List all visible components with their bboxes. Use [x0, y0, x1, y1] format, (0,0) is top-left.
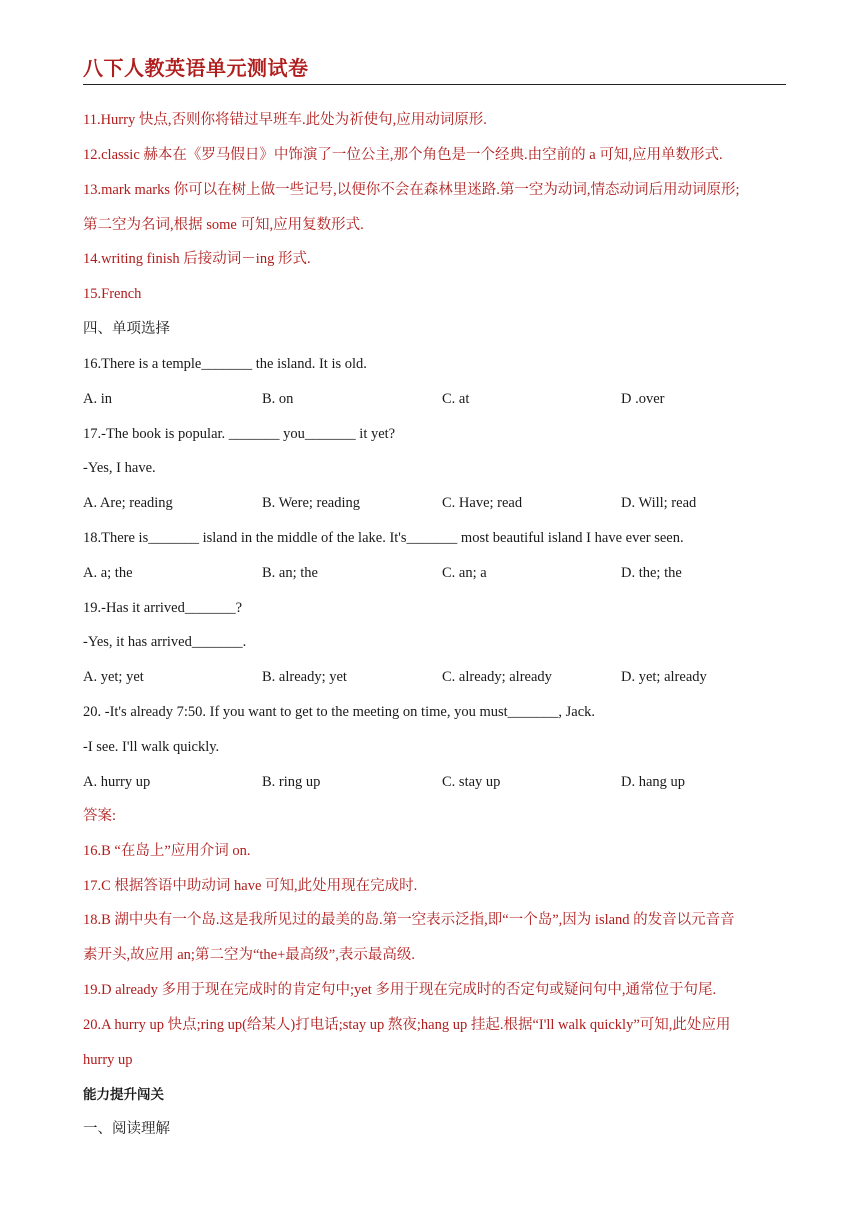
answer-18: 18.B 湖中央有一个岛.这是我所见过的最美的岛.第一空表示泛指,即“一个岛”,因为 island 的发音以元音音: [83, 912, 735, 928]
answer-14: 14.writing finish 后接动词－ing 形式.: [83, 251, 311, 267]
question-18-option-a: A. a; the: [83, 565, 133, 581]
answer-18-cont: 素开头,故应用 an;第二空为“the+最高级”,表示最高级.: [83, 947, 415, 963]
question-20-option-a: A. hurry up: [83, 774, 151, 790]
question-16-option-a: A. in: [83, 391, 112, 407]
question-18-option-d: D. the; the: [621, 565, 682, 581]
question-19-option-a: A. yet; yet: [83, 669, 144, 685]
question-20-option-b: B. ring up: [262, 774, 321, 790]
answer-16: 16.B “在岛上”应用介词 on.: [83, 843, 251, 859]
question-18-option-b: B. an; the: [262, 565, 318, 581]
question-16-stem: 16.There is a temple_______ the island. It is old.: [83, 356, 367, 372]
header-title: 八下人教英语单元测试卷: [83, 56, 309, 80]
question-20-stem: 20. -It's already 7:50. If you want to get to the meeting on time, you must_______, Jack.: [83, 704, 596, 720]
answer-11: 11.Hurry 快点,否则你将错过早班车.此处为祈使句,应用动词原形.: [83, 112, 487, 128]
header-divider: [83, 84, 786, 85]
answer-13: 13.mark marks 你可以在树上做一些记号,以便你不会在森林里迷路.第一空为动词,情态动词后用动词原形;: [83, 182, 740, 198]
answer-12: 12.classic 赫本在《罗马假日》中饰演了一位公主,那个角色是一个经典.由空前的 a 可知,应用单数形式.: [83, 147, 723, 163]
answers-label: 答案:: [83, 808, 117, 824]
answer-15: 15.French: [83, 286, 142, 302]
question-19-option-c: C. already; already: [442, 669, 552, 685]
answer-17: 17.C 根据答语中助动词 have 可知,此处用现在完成时.: [83, 878, 418, 894]
answer-20-cont: hurry up: [83, 1052, 133, 1068]
question-16-option-d: D .over: [621, 391, 665, 407]
question-17-option-c: C. Have; read: [442, 495, 523, 511]
question-19-reply: -Yes, it has arrived_______.: [83, 634, 247, 650]
answer-19: 19.D already 多用于现在完成时的肯定句中;yet 多用于现在完成时的否定句或疑问句中,通常位于句尾.: [83, 982, 717, 998]
question-17-option-b: B. Were; reading: [262, 495, 361, 511]
section-title-ability: 能力提升闯关: [83, 1087, 164, 1103]
question-19-option-d: D. yet; already: [621, 669, 707, 685]
question-17-stem: 17.-The book is popular. _______ you_______ it yet?: [83, 426, 396, 442]
question-17-reply: -Yes, I have.: [83, 460, 156, 476]
question-16-option-c: C. at: [442, 391, 470, 407]
question-16-option-b: B. on: [262, 391, 294, 407]
question-17-option-d: D. Will; read: [621, 495, 697, 511]
section-title-single-choice: 四、单项选择: [83, 321, 170, 337]
question-20-reply: -I see. I'll walk quickly.: [83, 739, 220, 755]
answer-20: 20.A hurry up 快点;ring up(给某人)打电话;stay up 熬夜;hang up 挂起.根据“I'll walk quickly”可知,此处应用: [83, 1017, 731, 1033]
question-20-option-d: D. hang up: [621, 774, 686, 790]
question-19-stem: 19.-Has it arrived_______?: [83, 600, 243, 616]
question-20-option-c: C. stay up: [442, 774, 501, 790]
answer-13-cont: 第二空为名词,根据 some 可知,应用复数形式.: [83, 217, 364, 233]
section-title-reading: 一、阅读理解: [83, 1121, 170, 1137]
question-18-option-c: C. an; a: [442, 565, 487, 581]
question-18-stem: 18.There is_______ island in the middle of the lake. It's_______ most beautiful island I have ever seen.: [83, 530, 684, 546]
question-17-option-a: A. Are; reading: [83, 495, 173, 511]
question-19-option-b: B. already; yet: [262, 669, 347, 685]
